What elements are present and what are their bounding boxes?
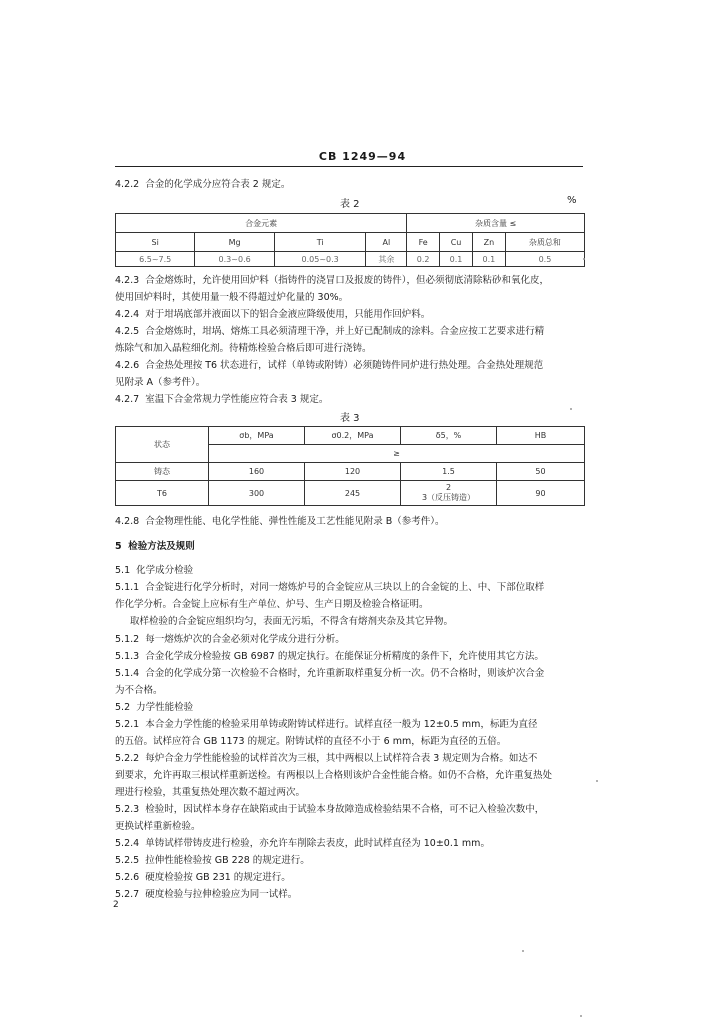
table2-cell: 0.3~0.6	[195, 252, 274, 267]
table3-header: δ5，%	[401, 427, 497, 445]
table2-header: 杂质总和	[505, 233, 584, 252]
clause-number: 4.2.4	[115, 309, 140, 320]
clause-text: 化学成分检验	[136, 565, 194, 576]
clause-number: 5.1.4	[115, 668, 140, 679]
table2-header: Al	[366, 233, 407, 252]
clause-5-2-3	[115, 803, 585, 817]
table3-state-header: 状态	[116, 427, 209, 463]
scan-speck	[583, 258, 585, 260]
clause-text: 室温下合金常规力学性能应符合表 3 规定。	[145, 394, 329, 405]
clause-number: 4.2.8	[115, 516, 140, 527]
clause-number: 4.2.3	[115, 275, 140, 286]
clause-4-2-6	[115, 359, 585, 373]
table3-cell: 3（反压铸造）	[421, 493, 476, 502]
table3-header: HB	[497, 427, 585, 445]
table2-group-impurity: 杂质含量 ≤	[407, 214, 585, 233]
clause-number: 5.2.7	[115, 889, 140, 900]
table2-unit: %	[567, 195, 577, 206]
clause-text: 合金化学成分检验按 GB 6987 的规定执行。在能保证分析精度的条件下，允许使用其它方法。	[145, 651, 544, 662]
table3-cell: 铸态	[116, 463, 209, 481]
table3-cell: 2	[445, 483, 452, 492]
clause-5-2-1-cont: 的五倍。试样应符合 GB 1173 的规定。附铸试样的直径不小于 6 mm，标距为直径的五倍。	[115, 736, 507, 747]
clause-text: 合金熔炼时，坩埚、熔炼工具必须清理干净，并上好已配制成的涂料。合金应按工艺要求进行精	[145, 326, 545, 337]
clause-text: 每炉合金力学性能检验的试样首次为三根，其中两根以上试样符合表 3 规定则为合格。如达不	[145, 753, 538, 764]
table3-cell: 160	[209, 463, 305, 481]
table2-cell: 0.5	[505, 252, 584, 267]
table3-cell: 245	[305, 481, 401, 506]
clause-5-2	[115, 701, 585, 715]
table2-cell: 其余	[366, 252, 407, 267]
section-number: 5	[115, 541, 122, 552]
table2-cell: 0.05~0.3	[274, 252, 366, 267]
table3-cell-elongation	[401, 481, 497, 506]
scan-speck	[580, 1015, 582, 1017]
clause-text: 力学性能检验	[136, 702, 194, 713]
table2-header: Si	[116, 233, 195, 252]
table3-cell: 300	[209, 481, 305, 506]
clause-4-2-7	[115, 393, 585, 407]
clause-number: 4.2.7	[115, 394, 140, 405]
table3-cell: 1.5	[401, 463, 497, 481]
clause-number: 5.1.3	[115, 651, 140, 662]
table-3-mechanical-properties	[115, 426, 585, 506]
clause-5-2-3-cont: 更换试样重新检验。	[115, 821, 201, 832]
clause-text: 检验时，因试样本身存在缺陷或由于试验本身故障造成检验结果不合格，可不记入检验次数中，	[145, 804, 545, 815]
section-title: 检验方法及规则	[128, 541, 195, 552]
clause-4-2-2	[115, 178, 585, 192]
clause-5-1	[115, 564, 585, 578]
clause-5-1-1-cont: 作化学分析。合金锭上应标有生产单位、炉号、生产日期及检验合格证明。	[115, 599, 429, 610]
table-2-chemical-composition	[115, 213, 585, 267]
clause-4-2-4	[115, 308, 585, 322]
table3-header: σ0.2，MPa	[305, 427, 401, 445]
clause-number: 5.2.5	[115, 855, 140, 866]
clause-5-2-1	[115, 718, 585, 732]
clause-4-2-5-cont: 炼除气和加入晶粒细化剂。待精炼检验合格后即可进行浇铸。	[115, 343, 372, 354]
table2-caption: 表 2	[340, 199, 360, 210]
clause-5-1-4-cont: 为不合格。	[115, 685, 163, 696]
clause-number: 4.2.2	[115, 179, 140, 190]
clause-text: 合金的化学成分第一次检验不合格时，允许重新取样重复分析一次。仍不合格时，则该炉次合金	[145, 668, 545, 679]
scan-speck	[522, 950, 524, 952]
clause-text: 硬度检验与拉伸检验应为同一试样。	[145, 889, 298, 900]
clause-number: 5.2	[115, 702, 131, 713]
clause-5-2-5	[115, 854, 585, 868]
clause-5-1-4	[115, 667, 585, 681]
clause-5-1-3	[115, 650, 585, 664]
clause-text: 拉伸性能检验按 GB 228 的规定进行。	[145, 855, 310, 866]
clause-4-2-5	[115, 325, 585, 339]
clause-5-2-2-cont: 到要求，允许再取三根试样重新送检。有两根以上合格则该炉合金性能合格。如仍不合格，允许重复热处	[115, 770, 553, 781]
standard-number: CB 1249—94	[318, 150, 407, 163]
clause-number: 5.2.4	[115, 838, 140, 849]
clause-number: 5.2.2	[115, 753, 140, 764]
clause-5-2-4	[115, 837, 585, 851]
clause-number: 5.2.1	[115, 719, 140, 730]
table2-cell: 0.1	[440, 252, 473, 267]
table3-cell: 50	[497, 463, 585, 481]
clause-text: 硬度检验按 GB 231 的规定进行。	[145, 872, 291, 883]
clause-5-2-2-cont: 理进行检验，其重复热处理次数不超过两次。	[115, 787, 306, 798]
table3-caption: 表 3	[340, 413, 360, 424]
clause-number: 4.2.6	[115, 360, 140, 371]
section-5-heading	[115, 540, 585, 554]
clause-text: 合金热处理按 T6 状态进行，试样（单铸或附铸）必须随铸件同炉进行热处理。合金热处理规范	[145, 360, 544, 371]
clause-5-2-2	[115, 752, 585, 766]
table2-header: Ti	[274, 233, 366, 252]
clause-5-1-1-para: 取样检验的合金锭应组织均匀，表面无污垢，不得含有熔剂夹杂及其它异物。	[130, 616, 454, 627]
clause-number: 5.1.1	[115, 582, 140, 593]
clause-4-2-8	[115, 515, 585, 529]
table3-header: σb，MPa	[209, 427, 305, 445]
table2-group-alloy: 合金元素	[116, 214, 407, 233]
table3-cell: 120	[305, 463, 401, 481]
table3-cell: T6	[116, 481, 209, 506]
table2-cell: 0.1	[472, 252, 505, 267]
clause-text: 单铸试样带铸皮进行检验，亦允许车削除去表皮，此时试样直径为 10±0.1 mm。	[145, 838, 490, 849]
table2-header: Mg	[195, 233, 274, 252]
clause-4-2-3	[115, 274, 585, 288]
clause-text: 对于坩埚底部并液面以下的铝合金液应降级使用，只能用作回炉料。	[145, 309, 431, 320]
clause-5-1-1	[115, 581, 585, 595]
table2-header: Zn	[472, 233, 505, 252]
clause-4-2-3-cont: 使用回炉料时，其使用量一般不得超过炉化量的 30%。	[115, 292, 349, 303]
clause-5-1-2	[115, 633, 585, 647]
clause-number: 5.1.2	[115, 634, 140, 645]
clause-number: 5.2.6	[115, 872, 140, 883]
clause-number: 5.2.3	[115, 804, 140, 815]
table2-cell: 0.2	[407, 252, 440, 267]
clause-5-2-7	[115, 888, 585, 902]
table3-cell: 90	[497, 481, 585, 506]
clause-text: 合金的化学成分应符合表 2 规定。	[145, 179, 291, 190]
table2-header: Cu	[440, 233, 473, 252]
clause-number: 4.2.5	[115, 326, 140, 337]
clause-4-2-6-cont: 见附录 A（参考件）。	[115, 377, 206, 388]
clause-text: 合金熔炼时，允许使用回炉料（指铸件的浇冒口及报废的铸件），但必须彻底清除粘砂和氧化皮，	[145, 275, 549, 286]
clause-text: 每一熔炼炉次的合金必须对化学成分进行分析。	[145, 634, 345, 645]
clause-text: 合金锭进行化学分析时，对同一熔炼炉号的合金锭应从三块以上的合金锭的上、中、下部位取样	[145, 582, 545, 593]
clause-number: 5.1	[115, 565, 131, 576]
table2-cell: 6.5~7.5	[116, 252, 195, 267]
table3-ge-symbol: ≥	[209, 445, 585, 463]
clause-text: 合金物理性能、电化学性能、弹性性能及工艺性能见附录 B（参考件）。	[145, 516, 445, 527]
scan-speck	[596, 780, 598, 782]
header-rule	[115, 166, 583, 167]
clause-text: 本合金力学性能的检验采用单铸或附铸试样进行。试样直径一般为 12±0.5 mm，标距为直径	[145, 719, 538, 730]
table2-header: Fe	[407, 233, 440, 252]
page-number: 2	[113, 900, 119, 910]
clause-5-2-6	[115, 871, 585, 885]
scan-speck	[570, 408, 572, 410]
